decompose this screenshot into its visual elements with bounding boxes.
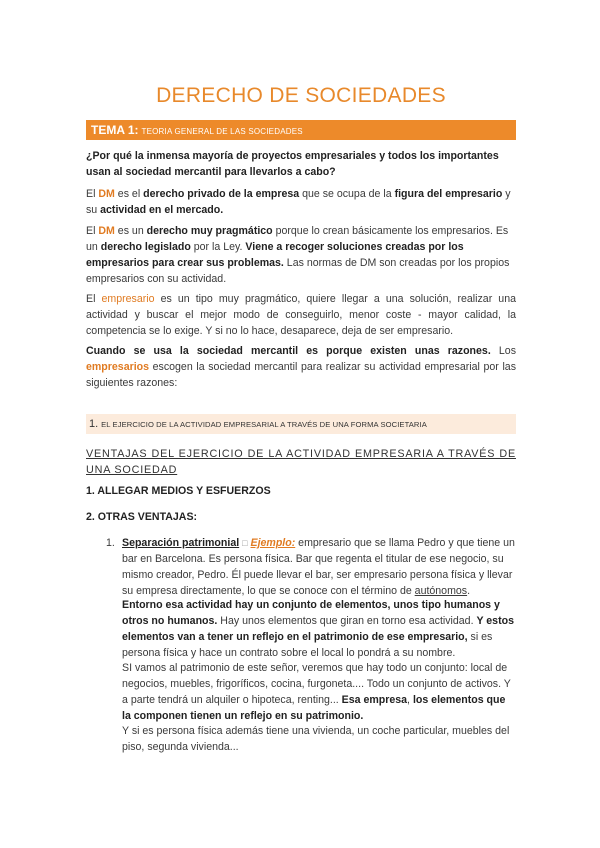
document-title: DERECHO DE SOCIEDADES [156, 84, 446, 107]
paragraph-dm-pragmatic: El DM es un derecho muy pragmático porque lo crean básicamente los empresarios. Es un derecho legislado por la Ley. Viene a recoger soluciones creadas por los empresarios para crear sus problemas. Las normas de DM son creadas por los propios empresarios con su actividad. [86, 225, 510, 285]
paragraph-empresario: El empresario es un tipo muy pragmático, quiere llegar a una solución, realizar una actividad y buscar el mejor modo de conseguirlo, menor coste - mayor calidad, la competencia se lo exige. Y si no lo hace, desaparece, deja de ser empresario. [86, 293, 516, 337]
section-title: EL EJERCICIO DE LA ACTIVIDAD EMPRESARIAL A TRAVÉS DE UNA FORMA SOCIETARIA [101, 420, 427, 429]
paragraph-patrimonio: SI vamos al patrimonio de este señor, veremos que hay todo un conjunto: local de negocios, muebles, frigoríficos, cocina, furgoneta.... Todo un conjunto de activos. Y a parte tendrá un alquiler o hipoteca, renting... Esa empresa, los elementos que la componen tienen un reflejo en su patrimonio. [122, 662, 511, 722]
section-number: 1. [89, 418, 99, 430]
intro-question: ¿Por qué la inmensa mayoría de proyectos empresariales y todos los importantes usan al sociedad mercantil para llevarlos a cabo? [86, 150, 499, 178]
paragraph-vivienda: Y si es persona física además tiene una vivienda, un coche particular, muebles del piso, segunda vivienda... [122, 725, 510, 753]
square-bullet-icon: □ [242, 538, 248, 548]
paragraph-dm-definition: El DM es el derecho privado de la empresa que se ocupa de la figura del empresario y su actividad en el mercado. [86, 188, 511, 216]
section-heading-bar [86, 414, 516, 434]
list-item-otras-ventajas: 2. OTRAS VENTAJAS: [86, 511, 198, 523]
paragraph-conjunto-elementos: Entorno esa actividad hay un conjunto de elementos, unos tipo humanos y otros no humanos. Hay unos elementos que giran en torno esa actividad. Y estos elementos van a tener un reflejo en el patrimonio de ese empresario, si es persona física y hace un contrato sobre el local lo pondrá a su nombre. [122, 599, 514, 659]
tema-header-bar [86, 120, 516, 140]
tema-label: TEMA 1: [91, 123, 139, 137]
tema-subtitle: TEORIA GENERAL DE LAS SOCIEDADES [141, 127, 303, 136]
list-item-allegar-medios: 1. ALLEGAR MEDIOS Y ESFUERZOS [86, 485, 271, 497]
paragraph-razones: Cuando se usa la sociedad mercantil es porque existen unas razones. Los empresarios escogen la sociedad mercantil para realizar su actividad empresarial por las siguientes razones: [86, 345, 516, 389]
sub-item-separacion-patrimonial: Separación patrimonial □ Ejemplo: empresario que se llama Pedro y que tiene un bar en Barcelona. Es persona física. Bar que regenta el titular de ese negocio, su mismo creador, Pedro. Él puede llevar el bar, ser empresario persona física y llevar su empresa directamente, lo que se conoce con el término de autónomos. [122, 537, 515, 597]
sub-item-number: 1. [106, 537, 115, 549]
ventajas-heading: VENTAJAS DEL EJERCICIO DE LA ACTIVIDAD EMPRESARIA A TRAVÉS DE UNA SOCIEDAD [86, 448, 516, 477]
